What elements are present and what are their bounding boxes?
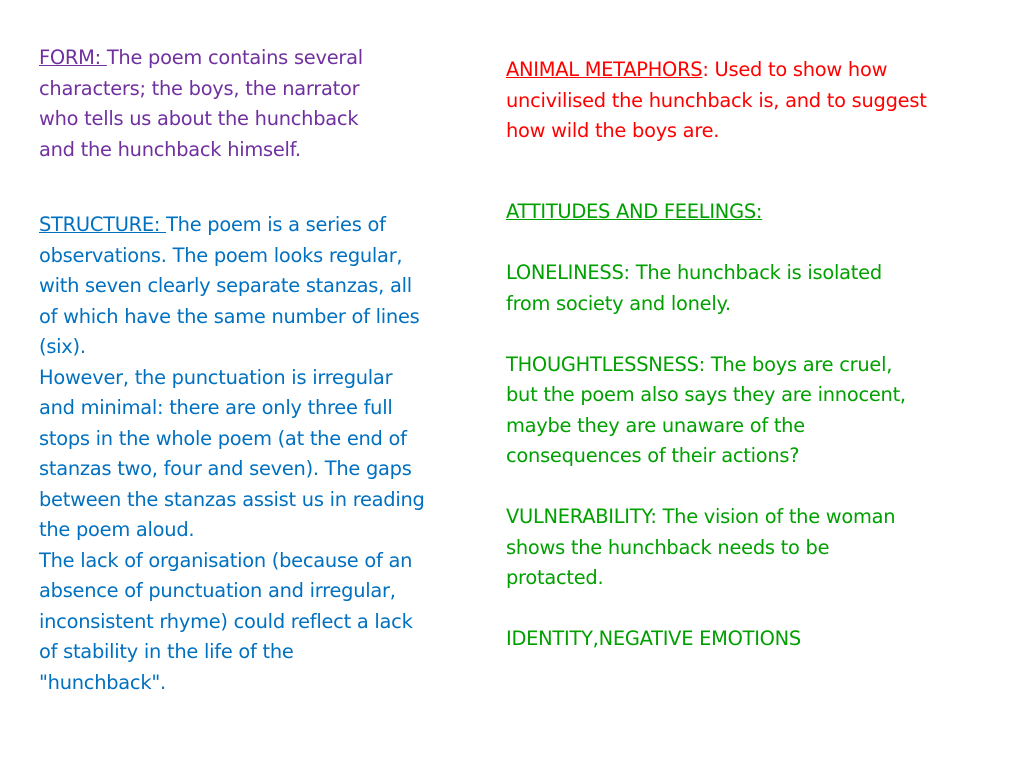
structure-line-2: observations. The poem looks regular, — [39, 243, 403, 267]
structure-line-10: between the stanzas assist us in reading — [39, 487, 425, 511]
structure-line-12: The lack of organisation (because of an — [39, 548, 413, 572]
structure-line-1 — [39, 210, 479, 241]
form-text-1: The poem contains several — [106, 46, 363, 69]
structure-line-16: "hunchback". — [39, 670, 166, 694]
spacer — [506, 594, 976, 625]
form-line-2: characters; the boys, the narrator — [39, 76, 360, 100]
structure-line-5: (six). — [39, 335, 86, 358]
animal-line-1 — [506, 55, 976, 86]
thoughtlessness-line-4: consequences of their actions? — [506, 444, 800, 467]
spacer — [506, 472, 976, 503]
loneliness-line-2: from society and lonely. — [506, 291, 731, 315]
spacer — [506, 228, 976, 259]
structure-line-8: stops in the whole poem (at the end of — [39, 426, 407, 450]
attitudes-heading: ATTITUDES AND FEELINGS: — [506, 200, 763, 223]
structure-line-6: However, the punctuation is irregular — [39, 365, 393, 389]
loneliness-line-1: LONELINESS: The hunchback is isolated — [506, 261, 882, 284]
animal-line-3: how wild the boys are. — [506, 119, 720, 142]
vulnerability-line-2: shows the hunchback needs to be — [506, 535, 830, 559]
animal-text-1: : Used to show how — [702, 58, 888, 81]
vulnerability-line-1: VULNERABILITY: The vision of the woman — [506, 505, 896, 528]
thoughtlessness-line-1: THOUGHTLESSNESS: The boys are cruel, — [506, 352, 893, 376]
form-section — [39, 43, 439, 165]
structure-section — [39, 210, 479, 698]
structure-line-7: and minimal: there are only three full — [39, 396, 393, 419]
form-heading: FORM: — [39, 46, 107, 69]
thoughtlessness-line-3: maybe they are unaware of the — [506, 413, 805, 437]
structure-line-11: the poem aloud. — [39, 518, 195, 541]
structure-line-3: with seven clearly separate stanzas, all — [39, 274, 412, 297]
animal-metaphors-section — [506, 55, 976, 147]
thoughtlessness-line-2: but the poem also says they are innocent, — [506, 383, 906, 406]
animal-line-2: uncivilised the hunchback is, and to suggest — [506, 88, 927, 112]
structure-text-1: The poem is a series of — [166, 213, 386, 236]
vulnerability-line-3: protacted. — [506, 566, 604, 589]
structure-line-15: of stability in the life of the — [39, 640, 294, 663]
form-line-3: who tells us about the hunchback — [39, 107, 359, 130]
structure-heading: STRUCTURE: — [39, 213, 167, 236]
structure-line-9: stanzas two, four and seven). The gaps — [39, 457, 412, 480]
identity-line: IDENTITY,NEGATIVE EMOTIONS — [506, 627, 801, 650]
animal-metaphors-heading: ANIMAL METAPHORS — [506, 58, 703, 81]
form-line-1 — [39, 43, 439, 74]
structure-line-4: of which have the same number of lines — [39, 304, 420, 328]
form-line-4: and the hunchback himself. — [39, 137, 301, 161]
structure-line-13: absence of punctuation and irregular, — [39, 579, 396, 602]
attitudes-section — [506, 197, 976, 655]
spacer — [506, 319, 976, 350]
structure-line-14: inconsistent rhyme) could reflect a lack — [39, 609, 413, 633]
